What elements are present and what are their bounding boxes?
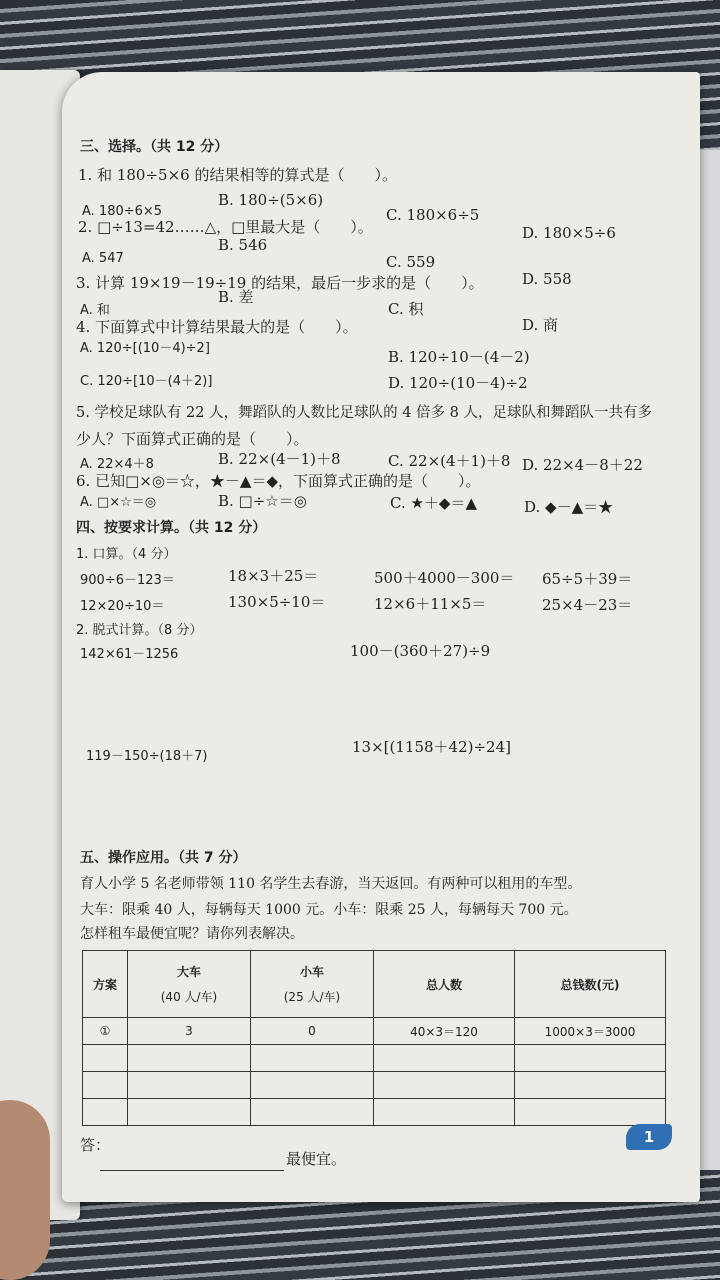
table-row xyxy=(83,1099,666,1126)
oral-item-2: 18×3＋25＝ xyxy=(228,567,319,585)
empty-cell[interactable] xyxy=(251,1099,374,1126)
q4-option-b[interactable]: B. 120÷10－(4－2) xyxy=(388,348,530,366)
header-large-bus-label: 大车 xyxy=(176,965,201,979)
q1-option-c[interactable]: C. 180×6÷5 xyxy=(386,206,480,224)
empty-cell[interactable] xyxy=(374,1045,515,1072)
oral-item-1: 900÷6－123＝ xyxy=(80,573,175,588)
cell-people-1[interactable]: 40×3＝120 xyxy=(374,1018,515,1045)
written-item-4: 13×[(1158＋42)÷24] xyxy=(352,738,511,756)
empty-cell[interactable] xyxy=(251,1045,374,1072)
empty-cell[interactable] xyxy=(83,1099,128,1126)
oral-item-5: 12×20÷10＝ xyxy=(80,599,165,614)
q3-option-c[interactable]: C. 积 xyxy=(388,300,424,318)
q5-stem-line2: 少人？下面算式正确的是（ ）。 xyxy=(76,430,309,448)
empty-cell[interactable] xyxy=(374,1099,515,1126)
answer-suffix: 最便宜。 xyxy=(286,1150,347,1168)
header-plan: 方案 xyxy=(83,951,128,1018)
oral-item-7: 12×6＋11×5＝ xyxy=(374,595,487,613)
q6-option-a[interactable]: A. □×☆＝◎ xyxy=(80,495,157,510)
header-total-people: 总人数 xyxy=(374,951,515,1018)
q6-stem: 6. 已知□×◎＝☆，★－▲＝◆，下面算式正确的是（ ）。 xyxy=(76,472,481,490)
q5-option-a[interactable]: A. 22×4＋8 xyxy=(80,457,154,472)
header-small-bus-label: 小车 xyxy=(299,965,324,979)
written-item-2: 100－(360＋27)÷9 xyxy=(350,642,491,660)
q2-option-a[interactable]: A. 547 xyxy=(82,251,124,266)
q5-option-b[interactable]: B. 22×(4－1)＋8 xyxy=(218,450,341,468)
header-total-cost: 总钱数(元) xyxy=(515,951,666,1018)
thumb xyxy=(0,1100,50,1280)
q6-option-d[interactable]: D. ◆－▲＝★ xyxy=(524,498,614,516)
header-large-bus xyxy=(128,951,251,1018)
cell-large-1[interactable]: 3 xyxy=(128,1018,251,1045)
cell-cost-1[interactable]: 1000×3＝3000 xyxy=(515,1018,666,1045)
cell-plan-1[interactable]: ① xyxy=(83,1018,128,1045)
q1-stem: 1. 和 180÷5×6 的结果相等的算式是（ ）。 xyxy=(78,166,397,184)
q1-option-d[interactable]: D. 180×5÷6 xyxy=(522,224,616,242)
empty-cell[interactable] xyxy=(83,1072,128,1099)
q5-option-d[interactable]: D. 22×4－8＋22 xyxy=(522,456,643,474)
page-number-badge: 1 xyxy=(626,1124,672,1150)
oral-heading: 1. 口算。（4 分） xyxy=(76,547,177,562)
empty-cell[interactable] xyxy=(128,1072,251,1099)
q4-option-a[interactable]: A. 120÷[(10－4)÷2] xyxy=(80,341,210,356)
problem-line-3: 怎样租车最便宜呢？请你列表解决。 xyxy=(80,926,304,942)
q6-option-c[interactable]: C. ★＋◆＝▲ xyxy=(390,494,477,512)
q2-stem: 2. □÷13=42……△，□里最大是（ ）。 xyxy=(78,218,373,236)
q6-option-b[interactable]: B. □÷☆＝◎ xyxy=(218,492,307,510)
written-item-3: 119－150÷(18＋7) xyxy=(86,749,208,764)
section5-heading: 五、操作应用。（共 7 分） xyxy=(80,850,247,866)
q2-option-d[interactable]: D. 558 xyxy=(522,270,572,288)
q4-option-c[interactable]: C. 120÷[10－(4＋2)] xyxy=(80,374,213,389)
q4-option-d[interactable]: D. 120÷(10－4)÷2 xyxy=(388,374,528,392)
q3-option-a[interactable]: A. 和 xyxy=(80,303,110,318)
oral-item-4: 65÷5＋39＝ xyxy=(542,570,633,588)
table-row xyxy=(83,1045,666,1072)
oral-item-3: 500＋4000－300＝ xyxy=(374,569,515,587)
q1-option-b[interactable]: B. 180÷(5×6) xyxy=(218,191,324,209)
table-row xyxy=(83,1072,666,1099)
empty-cell[interactable] xyxy=(251,1072,374,1099)
problem-line-1: 育人小学 5 名老师带领 110 名学生去春游，当天返回。有两种可以租用的车型。 xyxy=(80,876,582,892)
header-large-bus-capacity: (40 人/车) xyxy=(160,990,218,1004)
written-heading: 2. 脱式计算。（8 分） xyxy=(76,623,203,638)
answer-prefix: 答： xyxy=(80,1136,111,1154)
empty-cell[interactable] xyxy=(374,1072,515,1099)
empty-cell[interactable] xyxy=(128,1045,251,1072)
q1-option-a[interactable]: A. 180÷6×5 xyxy=(82,204,163,219)
cell-small-1[interactable]: 0 xyxy=(251,1018,374,1045)
oral-item-6: 130×5÷10＝ xyxy=(228,593,326,611)
problem-line-2: 大车：限乘 40 人，每辆每天 1000 元。小车：限乘 25 人，每辆每天 700 元。 xyxy=(80,902,578,918)
empty-cell[interactable] xyxy=(515,1045,666,1072)
q2-option-b[interactable]: B. 546 xyxy=(218,236,268,254)
table-header-row xyxy=(83,951,666,1018)
written-item-1: 142×61－1256 xyxy=(80,647,179,662)
header-small-bus-capacity: (25 人/车) xyxy=(283,990,341,1004)
q3-option-b[interactable]: B. 差 xyxy=(218,288,254,306)
answer-blank[interactable] xyxy=(100,1170,284,1171)
q5-stem-line1: 5. 学校足球队有 22 人，舞蹈队的人数比足球队的 4 倍多 8 人，足球队和舞蹈队一共有多 xyxy=(76,405,652,421)
empty-cell[interactable] xyxy=(83,1045,128,1072)
q2-option-c[interactable]: C. 559 xyxy=(386,253,436,271)
right-page-edge xyxy=(700,150,720,1170)
section4-heading: 四、按要求计算。（共 12 分） xyxy=(76,520,267,536)
table-row xyxy=(83,1018,666,1045)
q5-option-c[interactable]: C. 22×(4＋1)＋8 xyxy=(388,452,511,470)
oral-item-8: 25×4－23＝ xyxy=(542,596,633,614)
empty-cell[interactable] xyxy=(128,1099,251,1126)
q4-stem: 4. 下面算式中计算结果最大的是（ ）。 xyxy=(76,318,358,336)
empty-cell[interactable] xyxy=(515,1072,666,1099)
q3-option-d[interactable]: D. 商 xyxy=(522,316,559,334)
q3-stem: 3. 计算 19×19－19÷19 的结果，最后一步求的是（ ）。 xyxy=(76,274,484,292)
rental-plan-table xyxy=(82,950,666,1126)
section3-heading: 三、选择。（共 12 分） xyxy=(80,139,229,155)
empty-cell[interactable] xyxy=(515,1099,666,1126)
header-small-bus xyxy=(251,951,374,1018)
